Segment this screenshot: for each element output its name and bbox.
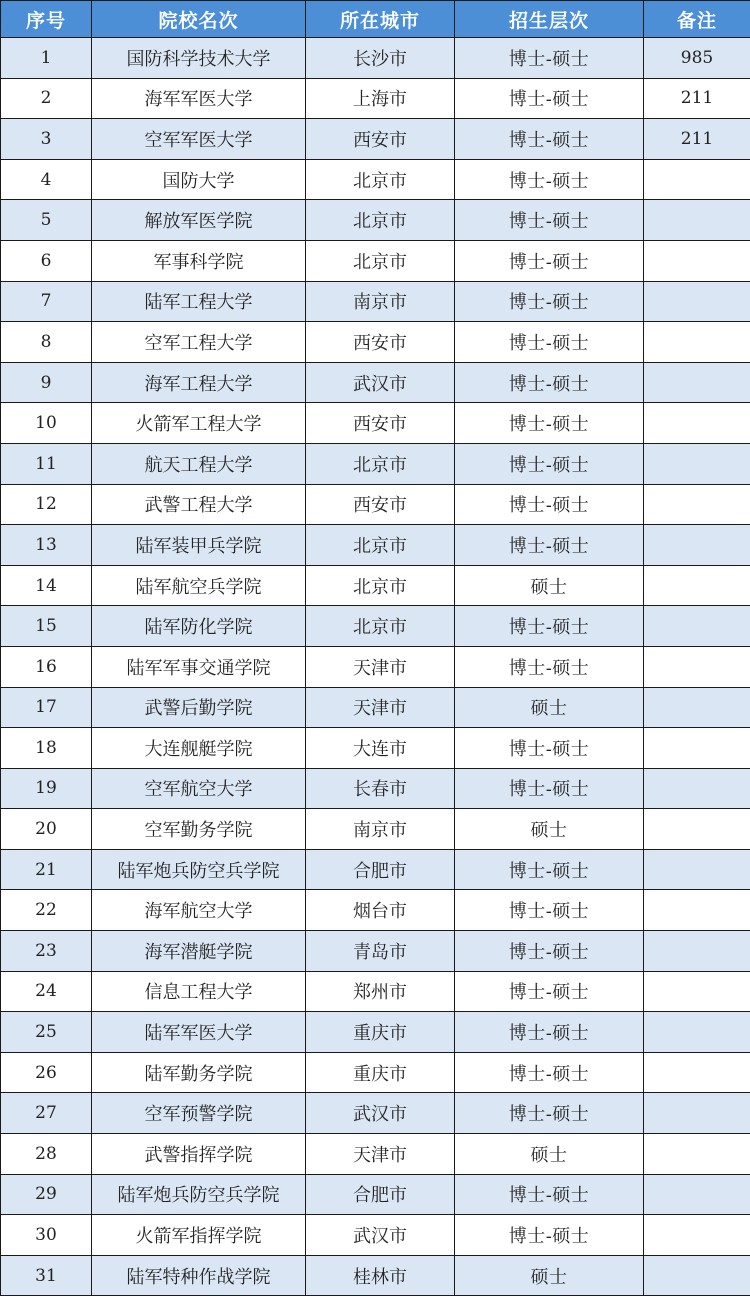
cell-index: 10 xyxy=(1,403,92,444)
cell-index: 22 xyxy=(1,890,92,931)
cell-remark xyxy=(644,1174,750,1215)
cell-school-name: 空军工程大学 xyxy=(92,322,306,363)
table-row xyxy=(1,484,750,525)
cell-city: 合肥市 xyxy=(306,849,455,890)
header-row xyxy=(1,1,750,38)
cell-level: 博士-硕士 xyxy=(455,525,644,566)
table-row xyxy=(1,809,750,850)
cell-index: 6 xyxy=(1,240,92,281)
cell-level: 博士-硕士 xyxy=(455,971,644,1012)
cell-index: 12 xyxy=(1,484,92,525)
cell-remark xyxy=(644,768,750,809)
cell-remark xyxy=(644,646,750,687)
cell-level: 博士-硕士 xyxy=(455,728,644,769)
cell-school-name: 国防大学 xyxy=(92,159,306,200)
cell-city: 北京市 xyxy=(306,525,455,566)
cell-school-name: 空军军医大学 xyxy=(92,119,306,160)
table-row xyxy=(1,281,750,322)
cell-school-name: 火箭军指挥学院 xyxy=(92,1215,306,1256)
table-row xyxy=(1,240,750,281)
table-row xyxy=(1,890,750,931)
cell-school-name: 空军预警学院 xyxy=(92,1093,306,1134)
cell-index: 24 xyxy=(1,971,92,1012)
table-row xyxy=(1,1255,750,1296)
cell-level: 博士-硕士 xyxy=(455,403,644,444)
table-row xyxy=(1,362,750,403)
cell-remark xyxy=(644,200,750,241)
cell-level: 博士-硕士 xyxy=(455,281,644,322)
cell-city: 长沙市 xyxy=(306,38,455,79)
cell-index: 14 xyxy=(1,565,92,606)
cell-level: 硕士 xyxy=(455,687,644,728)
cell-remark xyxy=(644,1134,750,1175)
cell-school-name: 陆军炮兵防空兵学院 xyxy=(92,849,306,890)
cell-city: 南京市 xyxy=(306,809,455,850)
table-row xyxy=(1,646,750,687)
cell-city: 南京市 xyxy=(306,281,455,322)
cell-school-name: 陆军装甲兵学院 xyxy=(92,525,306,566)
cell-school-name: 空军航空大学 xyxy=(92,768,306,809)
cell-index: 30 xyxy=(1,1215,92,1256)
cell-school-name: 海军工程大学 xyxy=(92,362,306,403)
cell-remark xyxy=(644,403,750,444)
cell-school-name: 国防科学技术大学 xyxy=(92,38,306,79)
cell-index: 13 xyxy=(1,525,92,566)
table-row xyxy=(1,971,750,1012)
cell-index: 23 xyxy=(1,931,92,972)
cell-remark xyxy=(644,1052,750,1093)
cell-index: 9 xyxy=(1,362,92,403)
table-body xyxy=(1,38,750,1296)
cell-school-name: 武警工程大学 xyxy=(92,484,306,525)
cell-school-name: 空军勤务学院 xyxy=(92,809,306,850)
cell-school-name: 陆军炮兵防空兵学院 xyxy=(92,1174,306,1215)
cell-remark: 211 xyxy=(644,119,750,160)
cell-remark xyxy=(644,525,750,566)
cell-school-name: 武警指挥学院 xyxy=(92,1134,306,1175)
cell-remark xyxy=(644,484,750,525)
cell-city: 北京市 xyxy=(306,606,455,647)
cell-school-name: 陆军工程大学 xyxy=(92,281,306,322)
cell-school-name: 解放军医学院 xyxy=(92,200,306,241)
cell-city: 重庆市 xyxy=(306,1052,455,1093)
cell-level: 博士-硕士 xyxy=(455,322,644,363)
cell-index: 20 xyxy=(1,809,92,850)
cell-city: 桂林市 xyxy=(306,1255,455,1296)
header-city: 所在城市 xyxy=(306,1,455,38)
cell-level: 博士-硕士 xyxy=(455,1052,644,1093)
cell-city: 天津市 xyxy=(306,646,455,687)
table-row xyxy=(1,78,750,119)
cell-remark xyxy=(644,362,750,403)
cell-city: 天津市 xyxy=(306,1134,455,1175)
cell-index: 7 xyxy=(1,281,92,322)
cell-index: 27 xyxy=(1,1093,92,1134)
cell-level: 博士-硕士 xyxy=(455,890,644,931)
cell-level: 博士-硕士 xyxy=(455,484,644,525)
cell-school-name: 陆军航空兵学院 xyxy=(92,565,306,606)
cell-city: 合肥市 xyxy=(306,1174,455,1215)
cell-school-name: 陆军军事交通学院 xyxy=(92,646,306,687)
cell-index: 29 xyxy=(1,1174,92,1215)
table-row xyxy=(1,159,750,200)
table-row xyxy=(1,1093,750,1134)
cell-level: 博士-硕士 xyxy=(455,1093,644,1134)
cell-level: 博士-硕士 xyxy=(455,119,644,160)
cell-city: 武汉市 xyxy=(306,1093,455,1134)
table-row xyxy=(1,1012,750,1053)
cell-city: 北京市 xyxy=(306,200,455,241)
cell-city: 西安市 xyxy=(306,322,455,363)
cell-index: 8 xyxy=(1,322,92,363)
cell-level: 博士-硕士 xyxy=(455,1215,644,1256)
cell-city: 天津市 xyxy=(306,687,455,728)
cell-level: 硕士 xyxy=(455,565,644,606)
cell-school-name: 信息工程大学 xyxy=(92,971,306,1012)
cell-index: 1 xyxy=(1,38,92,79)
cell-city: 武汉市 xyxy=(306,362,455,403)
cell-school-name: 军事科学院 xyxy=(92,240,306,281)
cell-school-name: 海军军医大学 xyxy=(92,78,306,119)
cell-city: 北京市 xyxy=(306,240,455,281)
table-row xyxy=(1,1174,750,1215)
cell-remark xyxy=(644,849,750,890)
cell-level: 博士-硕士 xyxy=(455,200,644,241)
table-row xyxy=(1,728,750,769)
cell-school-name: 海军潜艇学院 xyxy=(92,931,306,972)
cell-remark xyxy=(644,159,750,200)
cell-remark xyxy=(644,1012,750,1053)
cell-city: 重庆市 xyxy=(306,1012,455,1053)
cell-index: 11 xyxy=(1,443,92,484)
cell-index: 4 xyxy=(1,159,92,200)
cell-school-name: 陆军特种作战学院 xyxy=(92,1255,306,1296)
table-row xyxy=(1,403,750,444)
cell-remark xyxy=(644,809,750,850)
cell-index: 28 xyxy=(1,1134,92,1175)
cell-index: 2 xyxy=(1,78,92,119)
cell-school-name: 火箭军工程大学 xyxy=(92,403,306,444)
cell-level: 硕士 xyxy=(455,1134,644,1175)
cell-remark xyxy=(644,931,750,972)
cell-school-name: 航天工程大学 xyxy=(92,443,306,484)
cell-level: 博士-硕士 xyxy=(455,443,644,484)
cell-level: 博士-硕士 xyxy=(455,606,644,647)
cell-remark xyxy=(644,971,750,1012)
table-row xyxy=(1,1215,750,1256)
header-remark: 备注 xyxy=(644,1,750,38)
table-row xyxy=(1,1134,750,1175)
cell-city: 西安市 xyxy=(306,403,455,444)
cell-remark xyxy=(644,728,750,769)
cell-school-name: 陆军勤务学院 xyxy=(92,1052,306,1093)
cell-city: 西安市 xyxy=(306,484,455,525)
table-row xyxy=(1,849,750,890)
cell-city: 北京市 xyxy=(306,159,455,200)
cell-remark xyxy=(644,1093,750,1134)
cell-index: 31 xyxy=(1,1255,92,1296)
cell-level: 博士-硕士 xyxy=(455,1012,644,1053)
header-index: 序号 xyxy=(1,1,92,38)
cell-level: 博士-硕士 xyxy=(455,849,644,890)
cell-school-name: 陆军防化学院 xyxy=(92,606,306,647)
cell-remark: 211 xyxy=(644,78,750,119)
cell-level: 博士-硕士 xyxy=(455,38,644,79)
cell-remark xyxy=(644,322,750,363)
table-row xyxy=(1,1052,750,1093)
cell-school-name: 武警后勤学院 xyxy=(92,687,306,728)
cell-city: 上海市 xyxy=(306,78,455,119)
cell-index: 17 xyxy=(1,687,92,728)
cell-remark xyxy=(644,443,750,484)
header-school-name: 院校名次 xyxy=(92,1,306,38)
cell-city: 北京市 xyxy=(306,565,455,606)
header-level: 招生层次 xyxy=(455,1,644,38)
cell-index: 26 xyxy=(1,1052,92,1093)
cell-index: 15 xyxy=(1,606,92,647)
cell-level: 硕士 xyxy=(455,1255,644,1296)
cell-index: 19 xyxy=(1,768,92,809)
cell-level: 硕士 xyxy=(455,809,644,850)
cell-city: 武汉市 xyxy=(306,1215,455,1256)
table-row xyxy=(1,525,750,566)
cell-level: 博士-硕士 xyxy=(455,78,644,119)
cell-index: 5 xyxy=(1,200,92,241)
table-row xyxy=(1,322,750,363)
cell-city: 西安市 xyxy=(306,119,455,160)
cell-remark xyxy=(644,1255,750,1296)
cell-level: 博士-硕士 xyxy=(455,646,644,687)
table-row xyxy=(1,200,750,241)
table-row xyxy=(1,606,750,647)
cell-remark xyxy=(644,565,750,606)
table-row xyxy=(1,38,750,79)
cell-city: 郑州市 xyxy=(306,971,455,1012)
table-row xyxy=(1,443,750,484)
table-row xyxy=(1,768,750,809)
cell-remark xyxy=(644,281,750,322)
cell-level: 博士-硕士 xyxy=(455,931,644,972)
cell-remark xyxy=(644,687,750,728)
cell-city: 北京市 xyxy=(306,443,455,484)
table-row xyxy=(1,119,750,160)
cell-remark: 985 xyxy=(644,38,750,79)
cell-level: 博士-硕士 xyxy=(455,159,644,200)
cell-remark xyxy=(644,606,750,647)
table-row xyxy=(1,565,750,606)
cell-level: 博士-硕士 xyxy=(455,768,644,809)
cell-index: 3 xyxy=(1,119,92,160)
cell-level: 博士-硕士 xyxy=(455,1174,644,1215)
table-row xyxy=(1,687,750,728)
cell-level: 博士-硕士 xyxy=(455,362,644,403)
cell-school-name: 大连舰艇学院 xyxy=(92,728,306,769)
cell-city: 青岛市 xyxy=(306,931,455,972)
cell-index: 16 xyxy=(1,646,92,687)
cell-level: 博士-硕士 xyxy=(455,240,644,281)
cell-city: 大连市 xyxy=(306,728,455,769)
cell-school-name: 海军航空大学 xyxy=(92,890,306,931)
cell-remark xyxy=(644,240,750,281)
cell-index: 25 xyxy=(1,1012,92,1053)
table-header xyxy=(1,1,750,38)
cell-remark xyxy=(644,1215,750,1256)
table-row xyxy=(1,931,750,972)
cell-school-name: 陆军军医大学 xyxy=(92,1012,306,1053)
cell-city: 烟台市 xyxy=(306,890,455,931)
cell-index: 18 xyxy=(1,728,92,769)
cell-index: 21 xyxy=(1,849,92,890)
cell-remark xyxy=(644,890,750,931)
cell-city: 长春市 xyxy=(306,768,455,809)
